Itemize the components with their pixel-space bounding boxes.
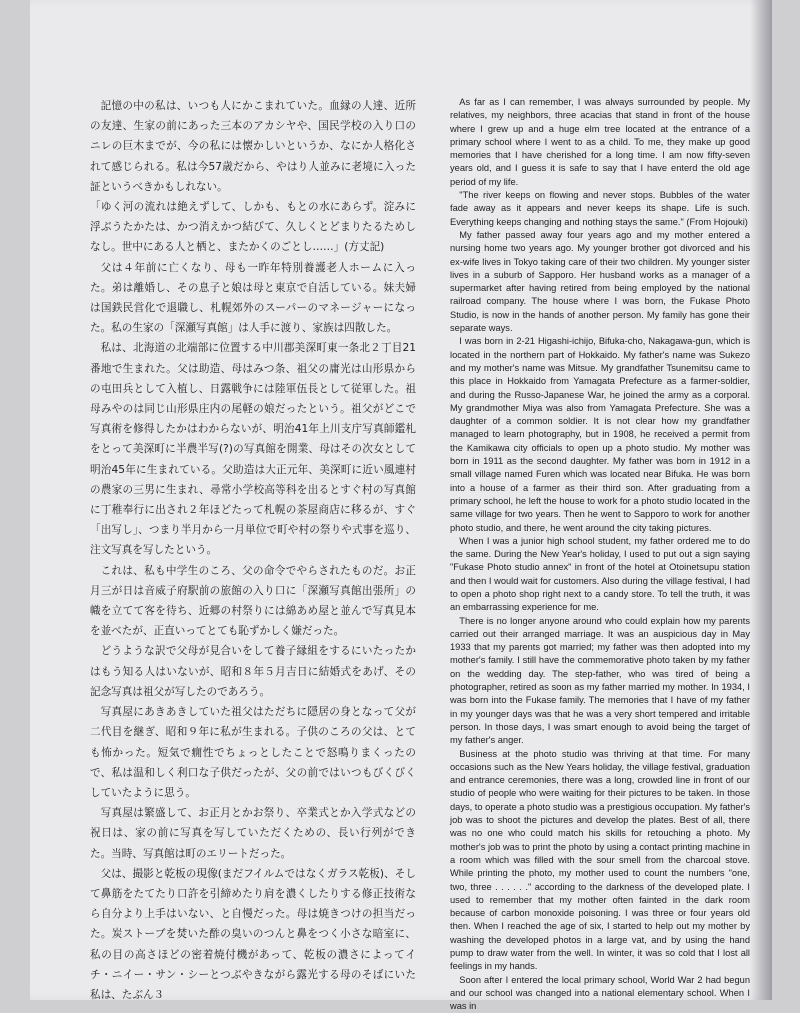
jp-paragraph-quote: 「ゆく河の流れは絶えずして、しかも、もとの水にあらず。淀みに浮ぶうたかたは、かつ消えかつ結びて、久しくとどまりたるためしなし。世中にある人と栖と、またかくのごとし……」(方丈記) bbox=[90, 201, 416, 254]
book-spine-shadow bbox=[750, 0, 772, 1000]
book-page bbox=[30, 0, 772, 1012]
en-paragraph: When I was a junior high school student, my father ordered me to do the same. During the New Year's holiday, I used to put out a sign saying "Fukase Photo studio annex" in front of the hotel at Otoinetsupu station and then I would wait for customers. Also during the village festival, I had to open a photo shop right next to a candy store. To tell the truth, it was an embarrassing experience for me. bbox=[450, 535, 750, 613]
jp-paragraph: 写真屋は繁盛して、お正月とかお祭り、卒業式とか入学式などの祝日は、家の前に写真を写していただくための、長い行列ができた。当時、写真館は町のエリートだった。 bbox=[90, 807, 416, 860]
en-paragraph: I was born in 2-21 Higashi-ichijo, Bifuka-cho, Nakagawa-gun, which is located in the northern part of Hokkaido. My father's name was Sukezo and my mother's name was Mitsue. My grandfather Tsunemitsu came to this place in Hokkaido from Yamagata Prefecture as a farmer-soldier, and during the Russo-Japanese War, he joined the army as a corporal. My grandmother Miya was also from Yamagata Prefecture. She was a daughter of a common soldier. It is not clear how my grandfather managed to learn photography, but in 1908, he received a permit from the Kamikawa city officials to open up a photo studio. My mother was born in 1911 as the second daughter. My father was born in 1912 in a small village named Furen which was located near Bifuka. He was born into a house of a farmer as their third son. After graduating from a primary school, he left the house to work for a photo studio located in the same village for two years. Then he went to Sapporo to work for another photo studio, and there, he went around the city taking pictures. bbox=[450, 336, 750, 533]
en-paragraph: As far as I can remember, I was always surrounded by people. My relatives, my neighbors, three acacias that stand in front of the house where I grew up and a huge elm tree located at the entrance of a primary school where I went to as a child. To me, they make up good memories that I have cherished for a long time. I am now fifty-seven years old, and I guess it is safe to say that I have enterd the old age period of my life. bbox=[450, 97, 750, 187]
en-paragraph: Soon after I entered the local primary school, World War 2 had begun and our school was changed into a national elementary school. When I was in bbox=[450, 974, 750, 1012]
jp-paragraph: 写真屋にあきあきしていた祖父はただちに隠居の身となって父が二代目を継ぎ、昭和９年に私が生まれる。子供のころの父は、とても怖かった。短気で癇性でちょっとしたことで怒鳴りまくったので、私は温和しく利口な子供だったが、父の前ではいつもびくびくしていたように思う。 bbox=[90, 706, 416, 799]
en-paragraph-quote: "The river keeps on flowing and never stops. Bubbles of the water fade away as it appears and never keeps its shape. Life is such. Everything keeps changing and nothing stays the same." (From Hojouki) bbox=[450, 190, 750, 227]
en-paragraph: Business at the photo studio was thriving at that time. For many occasions such as the New Years holiday, the village festival, graduation and entrance ceremonies, there was a long, crowded line in front of our studio of people who were waiting for their pictures to be taken. In those days, to operate a photo studio was a prestigious occupation. My father's job was to shoot the pictures and develop the plates. Best of all, there was no one who could match his skills for retouching a photo. My mother's job was to print the photo by using a contact printing machine in a room which was filled with the sour smell from the charcoal stove. While printing the photo, my mother used to count the numbers "one, two, three . . . . . ." according to the darkness of the developed plate. I used to remember that my mother often fainted in the dark room because of carbon monoxide poisoning. I was three or four years old then. When I reached the age of six, I started to help out my mother by washing the developed photos in a large vat, and by using the hand pump to draw water from the well. In winter, it was so cold that I lost all feelings in my hands. bbox=[450, 748, 750, 972]
english-text-column bbox=[450, 96, 750, 1013]
en-paragraph: There is no longer anyone around who could explain how my parents carried out their arranged marriage. It was an auspicious day in May 1933 that my parents got married; my father was then adopted into my mother's family. I still have the commemorative photo taken by my father on the wedding day. The step-father, who was tired of being a photographer, retired as soon as my father married my mother. In 1934, I was born into the Fukase family. The memories that I have of my father in my younger days was that he was a very short tempered and irritable person. In those days, I was smart enough to avoid being the target of my father's anger. bbox=[450, 615, 750, 746]
jp-paragraph: どうような訳で父母が見合いをして養子縁組をするにいたったかはもう知る人はいないが、昭和８年５月吉日に結婚式をあげ、その記念写真は祖父が写したのであろう。 bbox=[90, 645, 416, 698]
japanese-text-column bbox=[90, 96, 416, 1005]
jp-paragraph: 記憶の中の私は、いつも人にかこまれていた。血縁の人達、近所の友達、生家の前にあった三本のアカシヤや、国民学校の入り口のニレの巨木までが、今の私には懐かしいというか、なにか人格化されて感じられる。私は今57歳だから、やはり人並みに老境に入った証というべきかもしれない。 bbox=[90, 100, 416, 193]
jp-paragraph: 父は４年前に亡くなり、母も一昨年特別養護老人ホームに入った。弟は離婚し、その息子と娘は母と東京で自活している。妹夫婦は国鉄民営化で退職し、札幌郊外のスーパーのマネージャーになった。私の生家の「深瀬写真館」は人手に渡り、家族は四散した。 bbox=[90, 261, 416, 335]
en-paragraph: My father passed away four years ago and my mother entered a nursing home two years ago. My younger brother got divorced and his ex-wife lives in Tokyo taking care of their two children. My younger sister lives in a suburb of Sapporo. Her husband works as a manager of a supermarket after having retired from being employed by the national railroad company. The house where I was born, the Fukase Photo Studio, is now in the hands of another person. My family has gone their separate ways. bbox=[450, 229, 750, 334]
jp-paragraph: 私は、北海道の北端部に位置する中川郡美深町東一条北２丁目21番地で生まれた。父は助造、母はみつ条、祖父の庸光は山形県からの屯田兵として入植し、日露戦争には陸軍伍長として従軍した。祖母みやのは同じ山形県庄内の尾軽の娘だったという。祖父がどこで写真術を修得したかはわからないが、明治41年上川支庁写真師鑑札をとって美深町に半農半写(?)の写真館を開業、母はその次女として明治45年に生まれている。父助造は大正元年、美深町に近い風連村の農家の三男に生まれ、尋常小学校高等科を出るとすぐ村の写真館に丁稚奉行に出され２年ほどたって札幌の茶屋商店に移るが、すぐ「出写し」、つまり半月から一月単位で町や村の祭りや式事を巡り、注文写真を写したという。 bbox=[90, 342, 416, 557]
jp-paragraph: これは、私も中学生のころ、父の命令でやらされたものだ。お正月三が日は音威子府駅前の旅館の入り口に「深瀬写真館出張所」の幟を立てて客を待ち、近郷の村祭りには綿あめ屋と並んで写真見本を並べたが、正直いってとても恥ずかしく嫌だった。 bbox=[90, 564, 416, 638]
jp-paragraph: 父は、撮影と乾板の現像(まだフイルムではなくガラス乾板)、そして鼻筋をたてたり口許を引締めたり肩を濃くしたりする修正技術なら自分より上手はいない、と自慢だった。母は焼きつけの担当だった。炭ストーブを焚いた酢の臭いのつんと鼻をつく小さな暗室に、私の目の高さほどの密着焼付機があって、乾板の濃さによってイチ・ニイー・サン・シーとつぶやきながら露光する母のそばにいた私は、たぶん３ bbox=[90, 867, 416, 1001]
